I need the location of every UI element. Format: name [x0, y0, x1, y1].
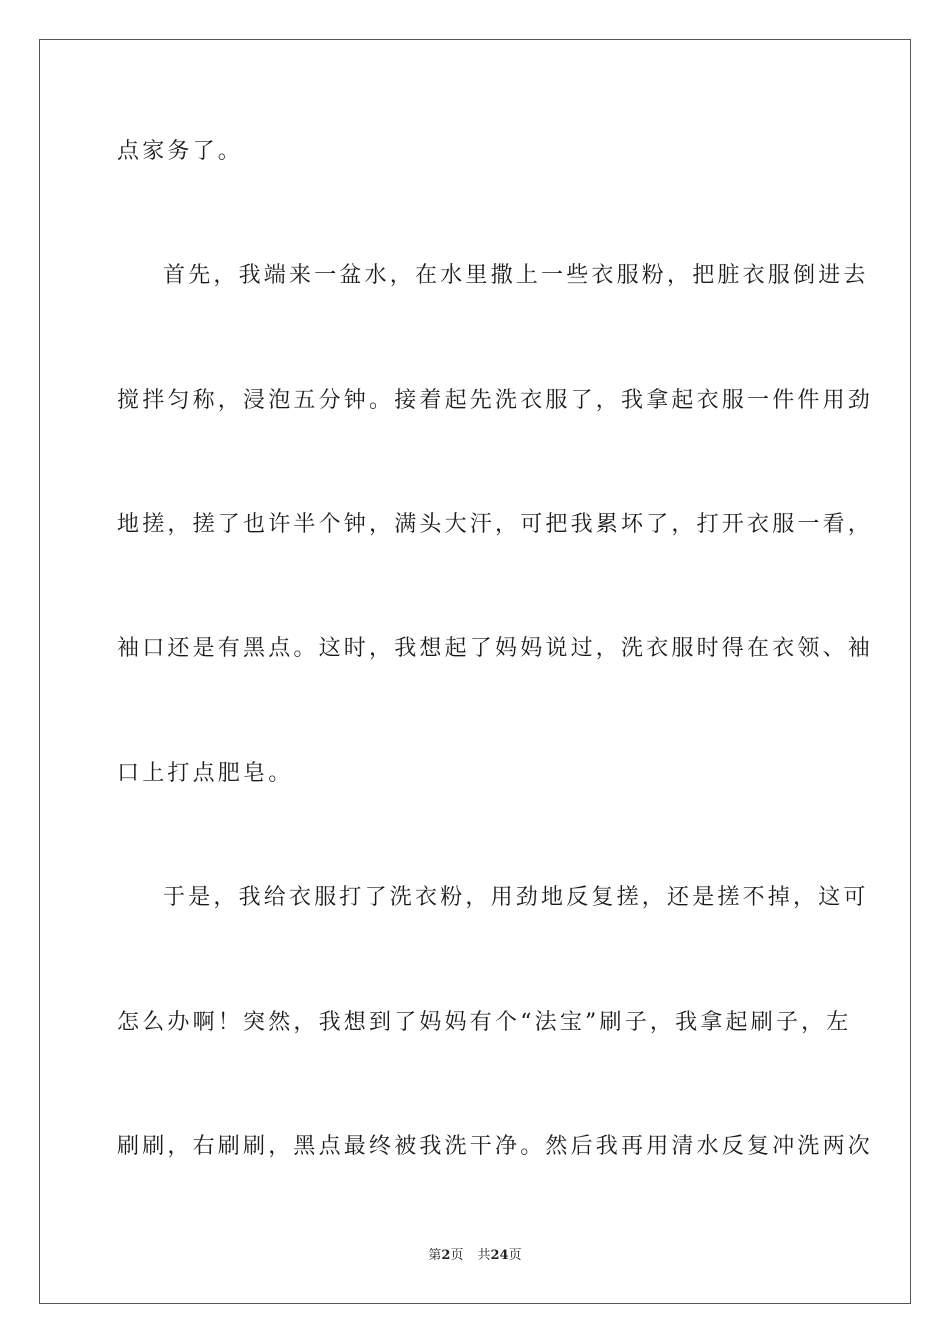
paragraph-first-line: 于是，我给衣服打了洗衣粉，用劲地反复搓，还是搓不掉，这可 — [163, 885, 869, 910]
text-line: 口上打点肥皂。 — [117, 761, 294, 786]
page-border — [39, 39, 911, 1304]
page-suffix: 页 — [450, 1248, 464, 1263]
text-line: 袖口还是有黑点。这时，我想起了妈妈说过，洗衣服时得在衣领、袖 — [117, 636, 874, 661]
text-line: 搅拌匀称，浸泡五分钟。接着起先洗衣服了，我拿起衣服一件件用劲 — [117, 388, 874, 413]
total-suffix: 页 — [508, 1248, 522, 1263]
text-line: 刷刷，右刷刷，黑点最终被我洗干净。然后我再用清水反复冲洗两次 — [117, 1134, 874, 1159]
text-line: 地搓，搓了也许半个钟，满头大汗，可把我累坏了，打开衣服一看， — [117, 512, 874, 537]
paragraph-first-line: 首先，我端来一盆水，在水里撒上一些衣服粉，把脏衣服倒进去 — [163, 263, 869, 288]
page-footer — [0, 1247, 950, 1265]
page-prefix: 第 — [428, 1248, 442, 1263]
page-number: 2 — [441, 1248, 451, 1263]
total-prefix: 共 — [477, 1248, 491, 1263]
text-line: 点家务了。 — [117, 139, 244, 164]
text-line: 怎么办啊！突然，我想到了妈妈有个“法宝”刷子，我拿起刷子，左 — [117, 1010, 852, 1035]
total-pages: 24 — [490, 1248, 509, 1263]
